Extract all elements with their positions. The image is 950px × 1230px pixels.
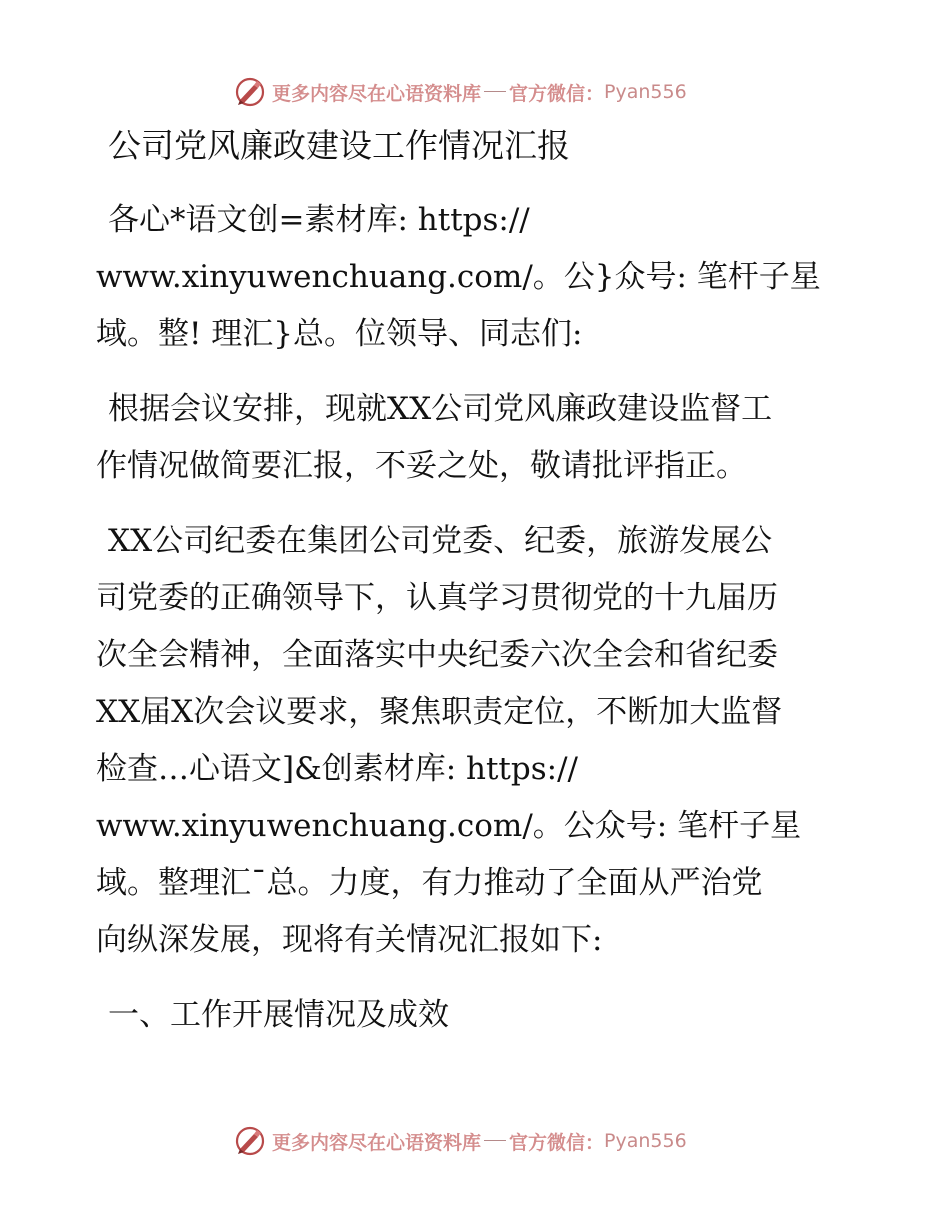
- banner-text: 更多内容尽在心语资料库: [272, 1131, 482, 1154]
- banner-official-label: 官方微信：: [509, 1131, 605, 1154]
- paragraph-line: 次全会精神，全面落实中央纪委六次全会和省纪委: [96, 637, 778, 673]
- paragraph-line: 检查…心语文]&创素材库: https://: [96, 751, 578, 787]
- paragraph-line: www.xinyuwenchuang.com/。公}众号: 笔杆子星: [96, 259, 821, 295]
- pen-logo-icon: [234, 76, 266, 108]
- banner-official-label: 官方微信：: [509, 82, 605, 105]
- paragraph-line: 向纵深发展，现将有关情况汇报如下:: [96, 922, 603, 958]
- section-heading: 一、工作开展情况及成效: [108, 997, 449, 1033]
- document-title: 公司党风廉政建设工作情况汇报: [108, 126, 570, 165]
- paragraph-line: www.xinyuwenchuang.com/。公众号: 笔杆子星: [96, 808, 802, 844]
- paragraph-line: 各心*语文创=素材库: https://: [108, 202, 530, 238]
- paragraph-3: [96, 513, 856, 969]
- paragraph-line: XX届X次会议要求，聚焦职责定位，不断加大监督: [96, 694, 783, 730]
- banner-handle: Pyan556: [604, 81, 687, 103]
- document-body: [96, 118, 856, 1044]
- header-banner: [234, 72, 734, 112]
- paragraph-line: 作情况做简要汇报，不妥之处，敬请批评指正。: [96, 448, 747, 484]
- pen-logo-icon: [234, 1125, 266, 1157]
- footer-banner: [234, 1121, 734, 1161]
- banner-separator: [484, 1140, 506, 1141]
- paragraph-line: 域。整理汇¯总。力度，有力推动了全面从严治党: [96, 865, 763, 901]
- paragraph-1: [96, 192, 856, 363]
- banner-handle: Pyan556: [604, 1130, 687, 1152]
- paragraph-line: 根据会议安排，现就XX公司党风廉政建设监督工: [108, 391, 773, 427]
- paragraph-line: XX公司纪委在集团公司党委、纪委，旅游发展公: [108, 523, 773, 559]
- paragraph-2: [96, 381, 856, 495]
- banner-separator: [484, 91, 506, 92]
- paragraph-line: 域。整! 理汇}总。位领导、同志们:: [96, 316, 583, 352]
- banner-text: 更多内容尽在心语资料库: [272, 82, 482, 105]
- paragraph-line: 司党委的正确领导下，认真学习贯彻党的十九届历: [96, 580, 778, 616]
